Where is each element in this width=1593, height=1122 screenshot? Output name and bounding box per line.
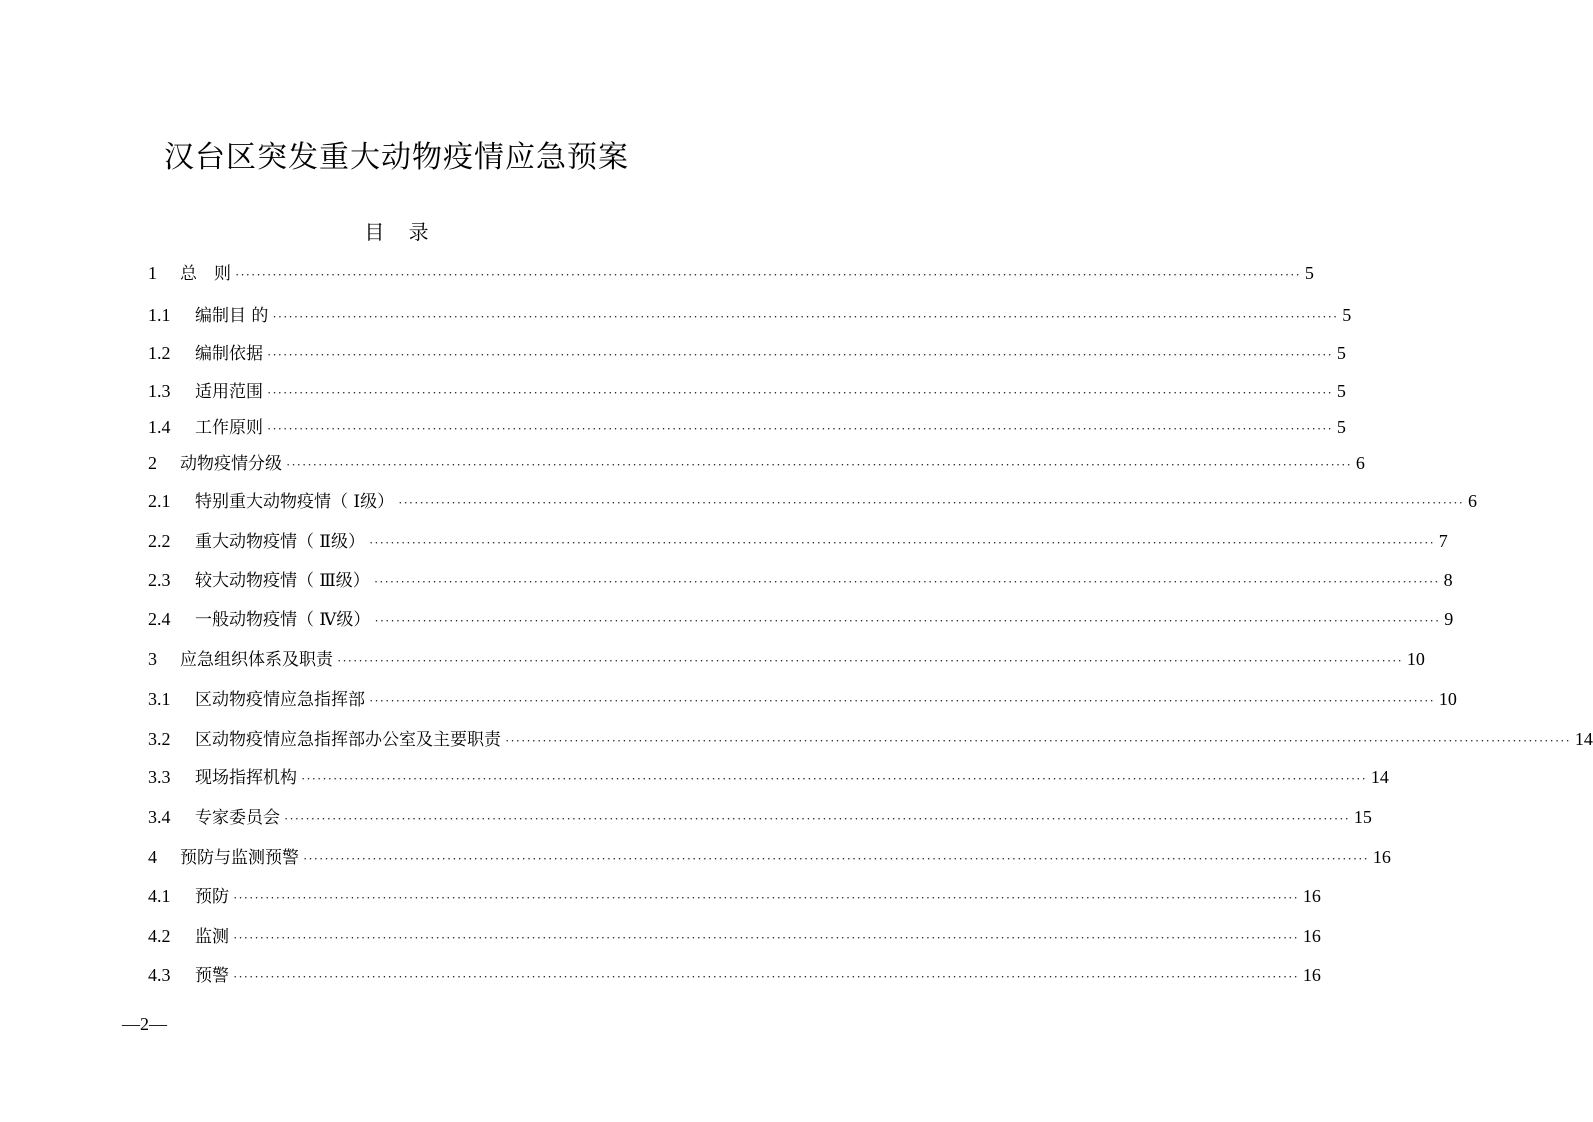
toc-entry-number: 1.2 [148, 343, 171, 363]
toc-entry-number: 4.3 [148, 965, 171, 985]
toc-entry-page: 9 [1444, 609, 1454, 629]
toc-dot-leader: ········································································································································································································ [368, 535, 1435, 550]
toc-dot-leader: ········································································································································································································ [369, 693, 1435, 708]
toc-entry-title: 应急组织体系及职责 [180, 650, 333, 670]
toc-entry-number: 1.3 [148, 381, 171, 401]
toc-entry-title: 较大动物疫情（ Ⅲ级） [195, 571, 370, 591]
toc-entry-number: 3.2 [148, 729, 171, 749]
toc-entry-page: 16 [1302, 886, 1321, 906]
toc-entry-page: 14 [1370, 767, 1389, 787]
toc-entry-number: 2.2 [148, 531, 171, 551]
toc-entry-title: 编制依据 [195, 344, 263, 364]
toc-entry-number: 4.1 [148, 886, 171, 906]
toc-entry-title: 编制目 的 [195, 306, 269, 326]
toc-entry[interactable] [148, 487, 1477, 515]
toc-entry-title: 适用范围 [195, 382, 263, 402]
toc-entry-title: 总 则 [180, 264, 231, 284]
toc-dot-leader: ········································································································································································································ [284, 811, 1350, 826]
toc-entry[interactable] [148, 413, 1346, 441]
toc-entry-number: 1.4 [148, 417, 171, 437]
toc-entry-page: 16 [1372, 847, 1391, 867]
toc-entry-title: 工作原则 [195, 418, 263, 438]
toc-entry-page: 10 [1406, 649, 1425, 669]
toc-entry-page: 16 [1302, 965, 1321, 985]
document-title: 汉台区突发重大动物疫情应急预案 [164, 140, 629, 175]
toc-dot-leader: ········································································································································································································ [272, 309, 1339, 324]
toc-entry-number: 3.3 [148, 767, 171, 787]
toc-entry-page: 8 [1443, 570, 1453, 590]
toc-entry-page: 5 [1304, 263, 1314, 283]
toc-dot-leader: ········································································································································································································ [505, 733, 1571, 748]
toc-entry-number: 3 [148, 649, 157, 669]
toc-entry-title: 动物疫情分级 [180, 454, 282, 474]
toc-dot-leader: ········································································································································································································ [301, 771, 1367, 786]
toc-entry[interactable] [148, 961, 1321, 989]
toc-dot-leader: ········································································································································································································ [337, 653, 1403, 668]
toc-entry-page: 6 [1467, 491, 1477, 511]
toc-entry-title: 预防 [195, 887, 229, 907]
toc-dot-leader: ········································································································································································································ [267, 385, 1333, 400]
toc-heading: 目 录 [364, 220, 429, 244]
toc-entry[interactable] [148, 763, 1389, 791]
toc-entry-title: 一般动物疫情（ Ⅳ级） [195, 610, 371, 630]
toc-entry[interactable] [148, 645, 1425, 673]
toc-entry-page: 16 [1302, 926, 1321, 946]
toc-dot-leader: ········································································································································································································ [233, 969, 1299, 984]
toc-entry[interactable] [148, 685, 1457, 713]
toc-entry-number: 2.1 [148, 491, 171, 511]
toc-entry-page: 5 [1336, 417, 1346, 437]
toc-entry-page: 15 [1353, 807, 1372, 827]
toc-entry-title: 区动物疫情应急指挥部 [195, 690, 365, 710]
page-number: —2— [122, 1014, 167, 1034]
toc-entry-number: 2.3 [148, 570, 171, 590]
toc-entry[interactable] [148, 725, 1593, 753]
toc-entry-number: 3.1 [148, 689, 171, 709]
toc-entry-title: 专家委员会 [195, 808, 280, 828]
toc-entry-page: 6 [1355, 453, 1365, 473]
toc-entry-title: 区动物疫情应急指挥部办公室及主要职责 [195, 730, 501, 750]
toc-entry[interactable] [148, 259, 1314, 287]
toc-dot-leader: ········································································································································································································ [233, 930, 1299, 945]
toc-entry-title: 预防与监测预警 [180, 848, 299, 868]
toc-entry-page: 10 [1438, 689, 1457, 709]
toc-entry-number: 2.4 [148, 609, 171, 629]
toc-entry-title: 现场指挥机构 [195, 768, 297, 788]
toc-entry-number: 3.4 [148, 807, 171, 827]
toc-entry-page: 5 [1342, 305, 1352, 325]
toc-dot-leader: ········································································································································································································ [267, 347, 1333, 362]
toc-entry[interactable] [148, 301, 1352, 329]
toc-entry[interactable] [148, 527, 1448, 555]
toc-entry-title: 特别重大动物疫情（ Ⅰ级） [195, 492, 395, 512]
toc-entry-page: 14 [1574, 729, 1593, 749]
toc-dot-leader: ········································································································································································································ [398, 495, 1464, 510]
toc-entry[interactable] [148, 566, 1453, 594]
toc-entry-title: 重大动物疫情（ Ⅱ级） [195, 532, 365, 552]
toc-entry-title: 预警 [195, 966, 229, 986]
toc-entry[interactable] [148, 339, 1346, 367]
toc-entry-number: 2 [148, 453, 157, 473]
toc-dot-leader: ········································································································································································································ [286, 457, 1352, 472]
toc-entry-title: 监测 [195, 927, 229, 947]
toc-entry-number: 4.2 [148, 926, 171, 946]
toc-entry[interactable] [148, 803, 1372, 831]
toc-dot-leader: ········································································································································································································ [373, 574, 1440, 589]
toc-dot-leader: ········································································································································································································ [235, 267, 1301, 282]
toc-entry[interactable] [148, 882, 1321, 910]
toc-entry-page: 5 [1336, 381, 1346, 401]
toc-dot-leader: ········································································································································································································ [303, 851, 1369, 866]
toc-dot-leader: ········································································································································································································ [374, 613, 1441, 628]
toc-entry[interactable] [148, 605, 1454, 633]
toc-dot-leader: ········································································································································································································ [267, 421, 1333, 436]
toc-entry-page: 7 [1438, 531, 1448, 551]
toc-entry[interactable] [148, 843, 1391, 871]
toc-entry[interactable] [148, 922, 1321, 950]
toc-entry-number: 1 [148, 263, 157, 283]
toc-entry-number: 1.1 [148, 305, 171, 325]
toc-entry-number: 4 [148, 847, 157, 867]
toc-entry-page: 5 [1336, 343, 1346, 363]
toc-dot-leader: ········································································································································································································ [233, 890, 1299, 905]
toc-entry[interactable] [148, 377, 1346, 405]
toc-entry[interactable] [148, 449, 1365, 477]
